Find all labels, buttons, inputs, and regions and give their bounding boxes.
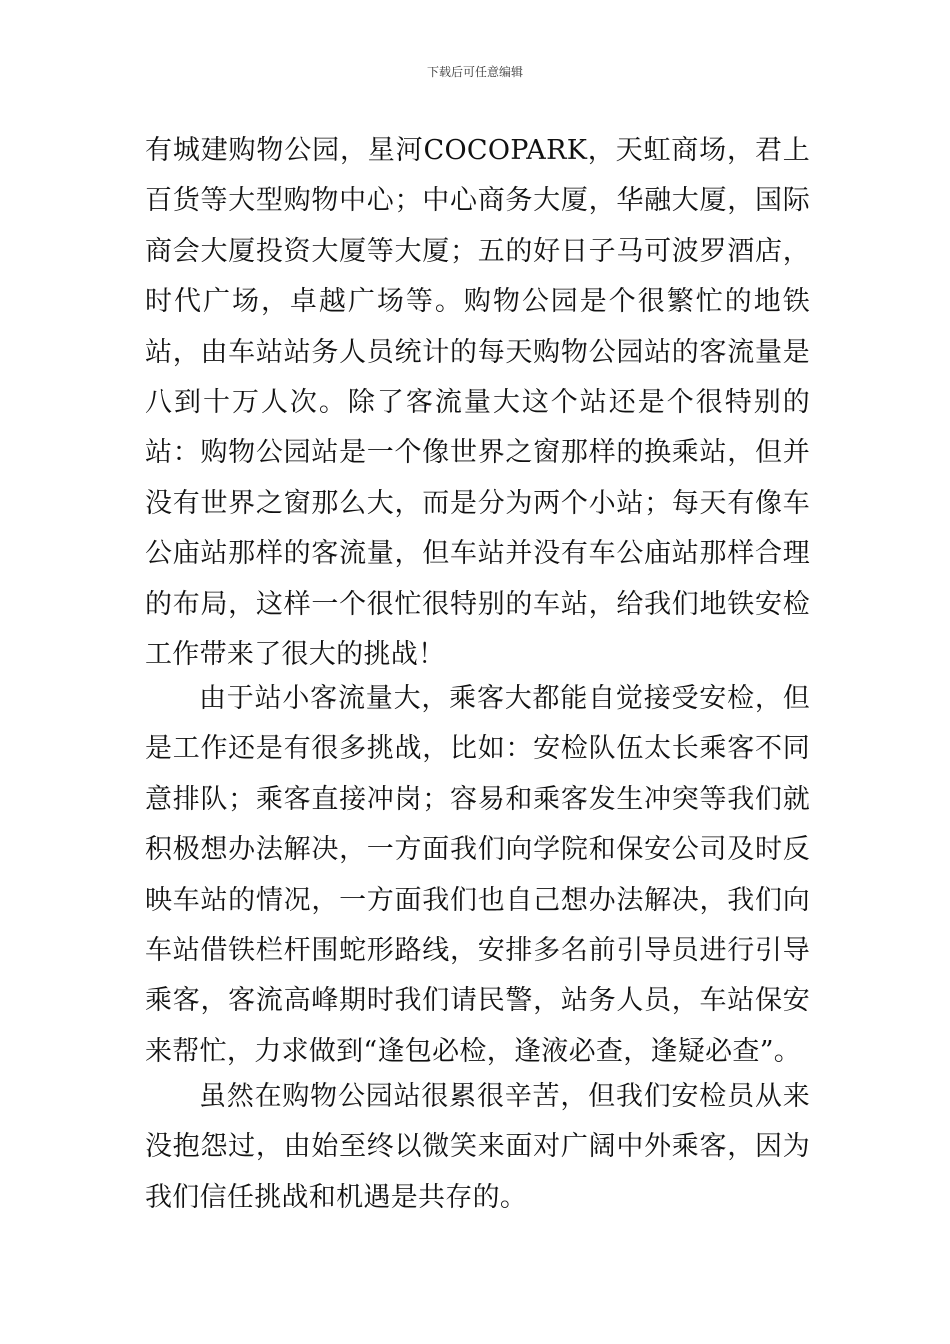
paragraph-station-overview: 有城建购物公园，星河COCOPARK，天虹商场，君上百货等大型购物中心；中心商务大厦，华融大厦，国际商会大厦投资大厦等大厦；五的好日子马可波罗酒店，时代广场，卓越广场等。购物公园是个很繁忙的地铁站，由车站站务人员统计的每天购物公园站的客流量是八到十万人次。除了客流量大这个站还是个很特别的站：购物公园站是一个像世界之窗那样的换乘站，但并没有世界之窗那么大，而是分为两个小站；每天有像车公庙站那样的客流量，但车站并没有车公庙站那样合理的布局，这样一个很忙很特别的车站，给我们地铁安检工作带来了很大的挑战！ — [145, 135, 810, 671]
page-header-note: 下载后可任意编辑 — [426, 65, 523, 79]
paragraph-staff-attitude: 虽然在购物公园站很累很辛苦，但我们安检员从来没抱怨过，由始至终以微笑来面对广阔中外乘客，因为我们信任挑战和机遇是共存的。 — [145, 1081, 810, 1213]
paragraph-security-challenges: 由于站小客流量大，乘客大都能自觉接受安检，但是工作还是有很多挑战，比如：安检队伍太长乘客不同意排队；乘客直接冲岗；容易和乘客发生冲突等我们就积极想办法解决，一方面我们向学院和保安公司及时反映车站的情况，一方面我们也自己想办法解决，我们向车站借铁栏杆围蛇形路线，安排多名前引导员进行引导乘客，客流高峰期时我们请民警，站务人员，车站保安来帮忙，力求做到“逢包必检，逢液必查，逢疑必查”。 — [145, 683, 810, 1067]
